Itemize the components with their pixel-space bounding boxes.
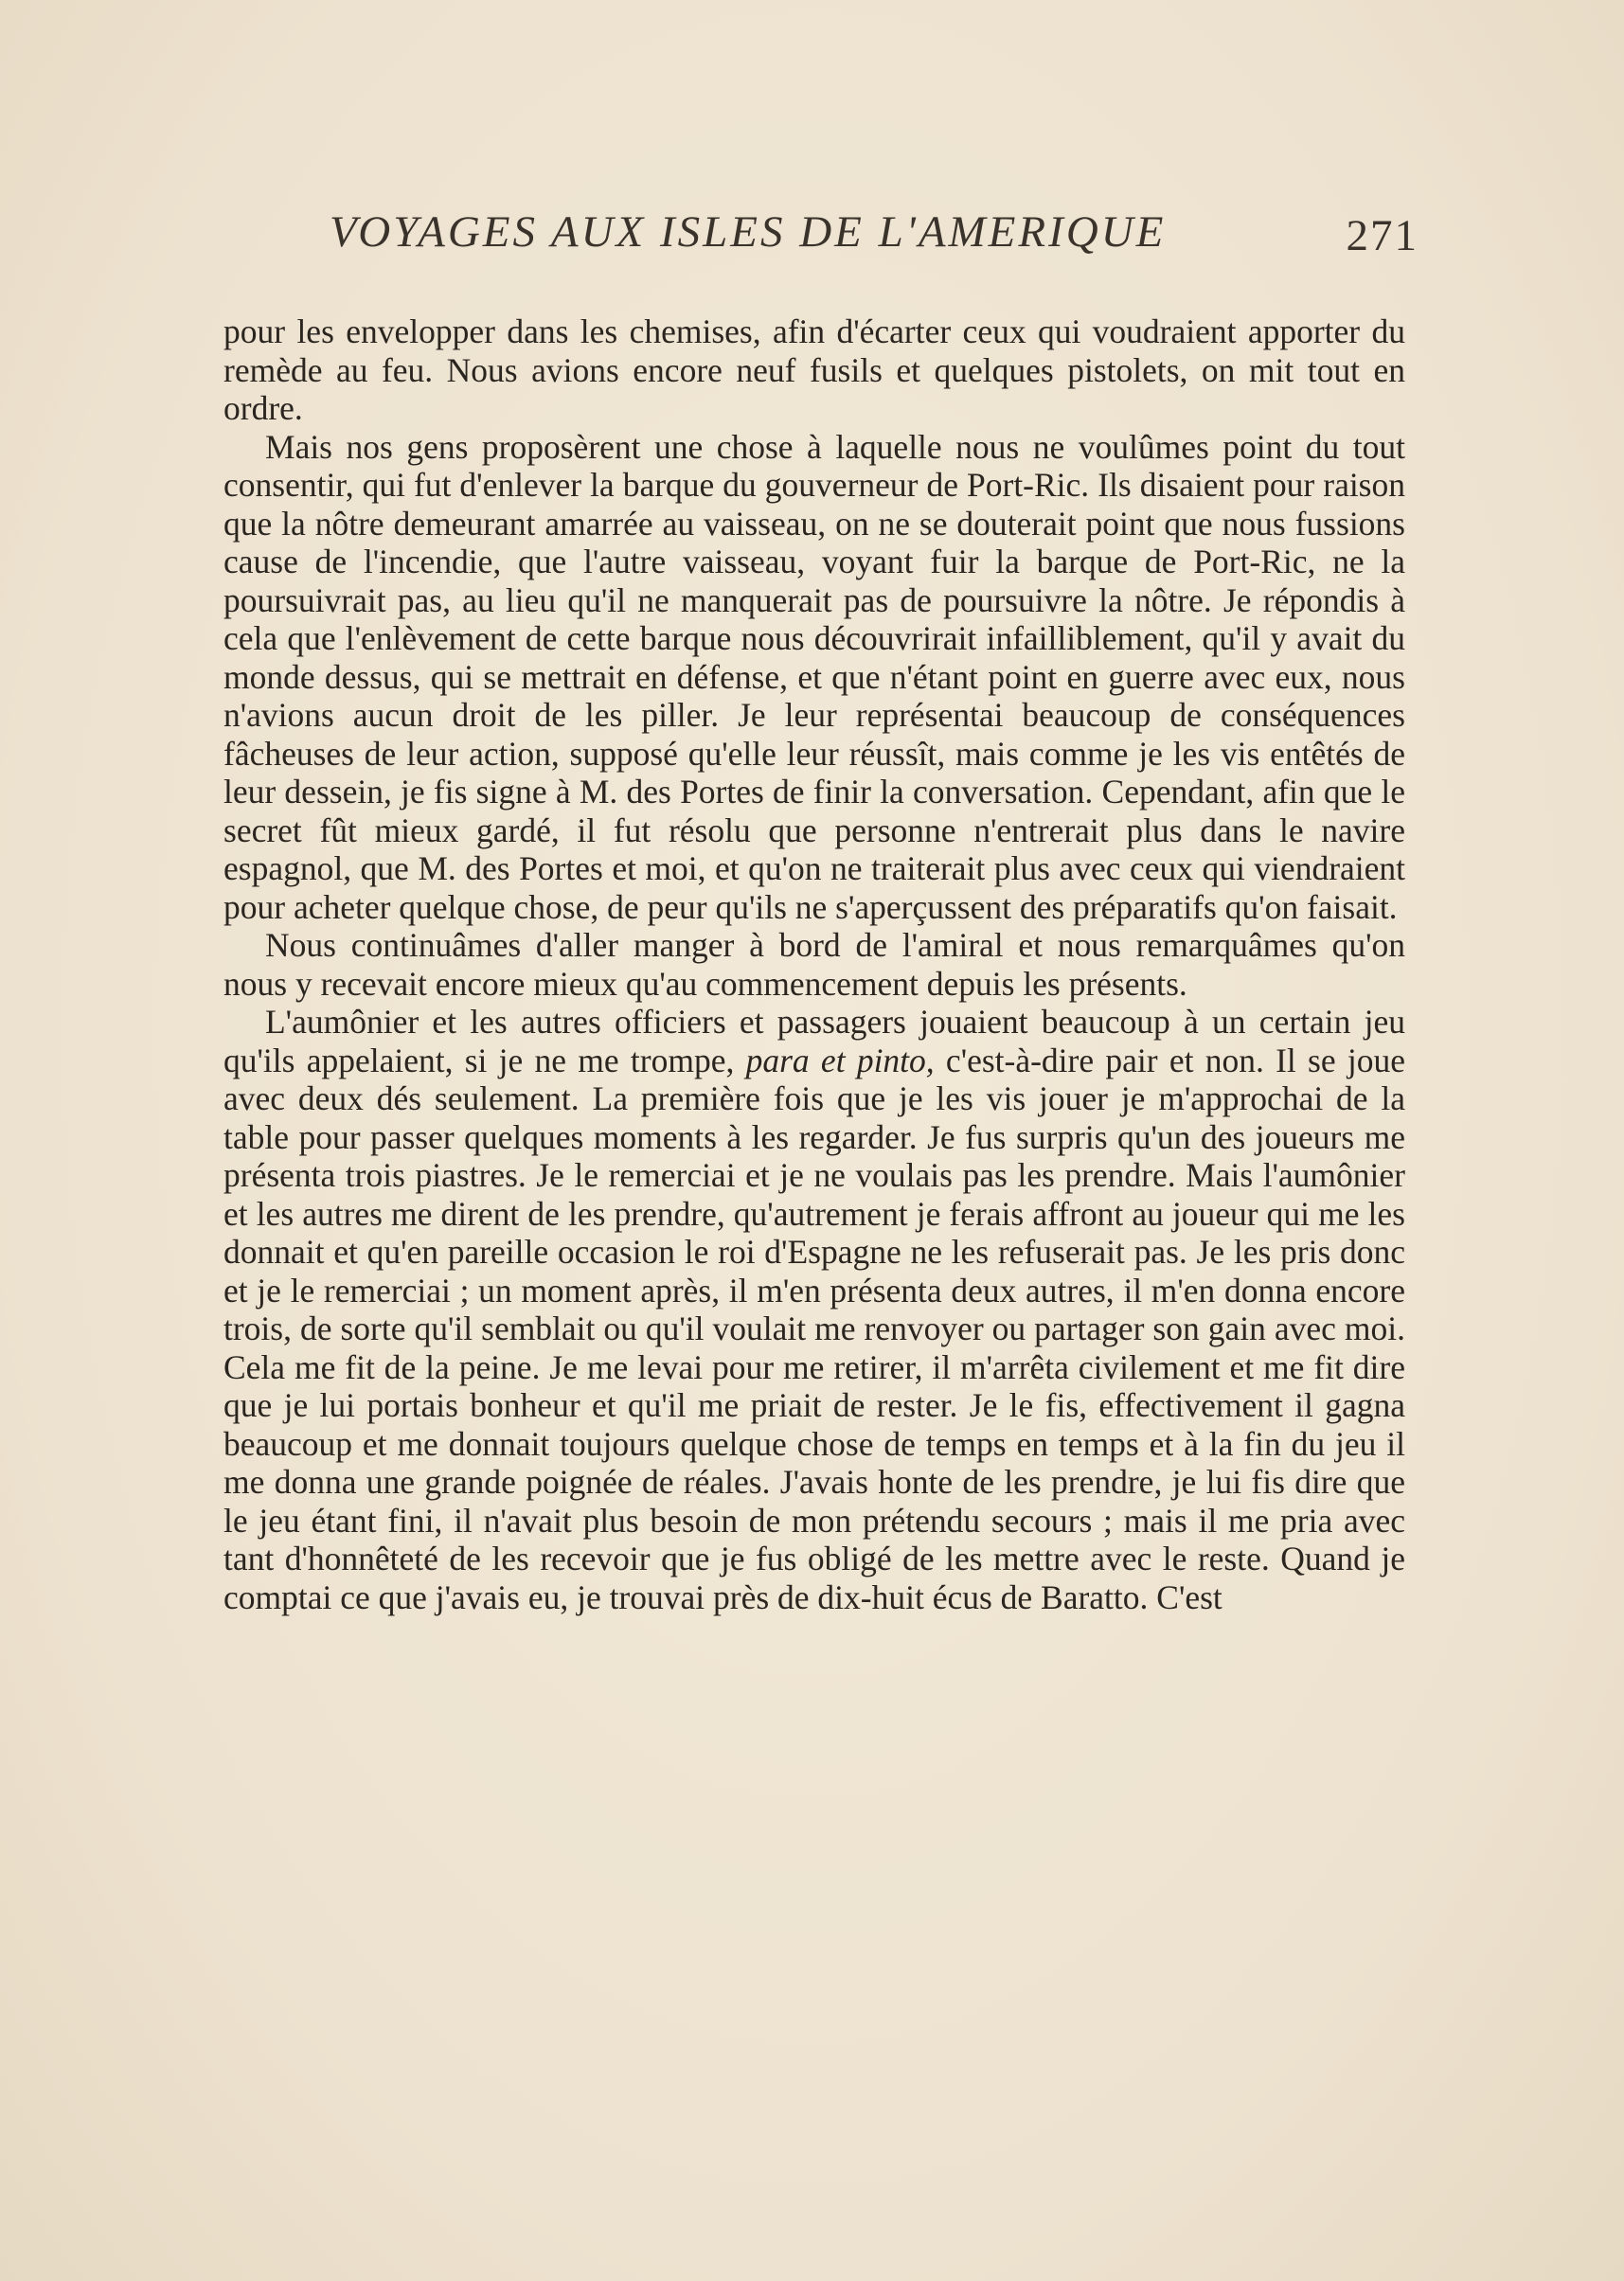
running-head-title: VOYAGES AUX ISLES DE L'AMERIQUE bbox=[330, 207, 1167, 257]
paragraph-4-text-start: L'aumônier et les autres officiers et passagers jouaient beaucoup à un certain jeu qu'ils appelaient, si je ne me trompe, bbox=[223, 1003, 1405, 1079]
page-number: 271 bbox=[1346, 211, 1419, 260]
paragraph-3: Nous continuâmes d'aller manger à bord de l'amiral et nous remarquâmes qu'on nous y recevait encore mieux qu'au commencement depuis les présents. bbox=[223, 926, 1405, 1003]
body-text bbox=[223, 312, 1405, 1616]
paragraph-1: pour les envelopper dans les chemises, afin d'écarter ceux qui voudraient apporter du remède au feu. Nous avions encore neuf fusils et quelques pistolets, on mit tout en ordre. bbox=[223, 312, 1405, 427]
paragraph-4 bbox=[223, 1003, 1405, 1616]
running-head bbox=[330, 206, 1419, 273]
paragraph-4-italic-term: para et pinto, bbox=[745, 1041, 935, 1079]
paragraph-2: Mais nos gens proposèrent une chose à laquelle nous ne voulûmes point du tout consentir, qui fut d'enlever la barque du gouverneur de Port-Ric. Ils disaient pour raison que la nôtre demeurant amarrée au vaisseau, on ne se douterait point que nous fussions cause de l'incendie, que l'autre vaisseau, voyant fuir la barque de Port-Ric, ne la poursuivrait pas, au lieu qu'il ne manquerait pas de poursuivre la nôtre. Je répondis à cela que l'enlèvement de cette barque nous découvrirait infailliblement, qu'il y avait du monde dessus, qui se mettrait en défense, et que n'étant point en guerre avec eux, nous n'avions aucun droit de les piller. Je leur représentai beaucoup de conséquences fâcheuses de leur action, supposé qu'elle leur réussît, mais comme je les vis entêtés de leur dessein, je fis signe à M. des Portes de finir la conversation. Cependant, afin que le secret fût mieux gardé, il fut résolu que personne n'entrerait plus dans le navire espagnol, que M. des Portes et moi, et qu'on ne traiterait plus avec ceux qui viendraient pour acheter quelque chose, de peur qu'ils ne s'aperçussent des préparatifs qu'on faisait. bbox=[223, 427, 1405, 926]
paragraph-4-text-end: c'est-à-dire pair et non. Il se joue avec deux dés seulement. La première fois que je les vis jouer je m'approchai de la table pour passer quelques moments à les regarder. Je fus surpris qu'un des joueurs me présenta trois piastres. Je le remerciai et je ne voulais pas les prendre. Mais l'aumônier et les autres me dirent de les prendre, qu'autrement je ferais affront au joueur qui me les donnait et qu'en pareille occasion le roi d'Espagne ne les refuserait pas. Je les pris donc et je le remerciai ; un moment après, il m'en présenta deux autres, il m'en donna encore trois, de sorte qu'il semblait ou qu'il voulait me renvoyer ou partager son gain avec moi. Cela me fit de la peine. Je me levai pour me retirer, il m'arrêta civilement et me fit dire que je lui portais bonheur et qu'il me priait de rester. Je le fis, effectivement il gagna beaucoup et me donnait toujours quelque chose de temps en temps et à la fin du jeu il me donna une grande poignée de réales. J'avais honte de les prendre, je lui fis dire que le jeu étant fini, il n'avait plus besoin de mon prétendu secours ; mais il me pria avec tant d'honnêteté de les recevoir que je fus obligé de les mettre avec le reste. Quand je comptai ce que j'avais eu, je trouvai près de dix-huit écus de Baratto. C'est bbox=[223, 1041, 1405, 1616]
